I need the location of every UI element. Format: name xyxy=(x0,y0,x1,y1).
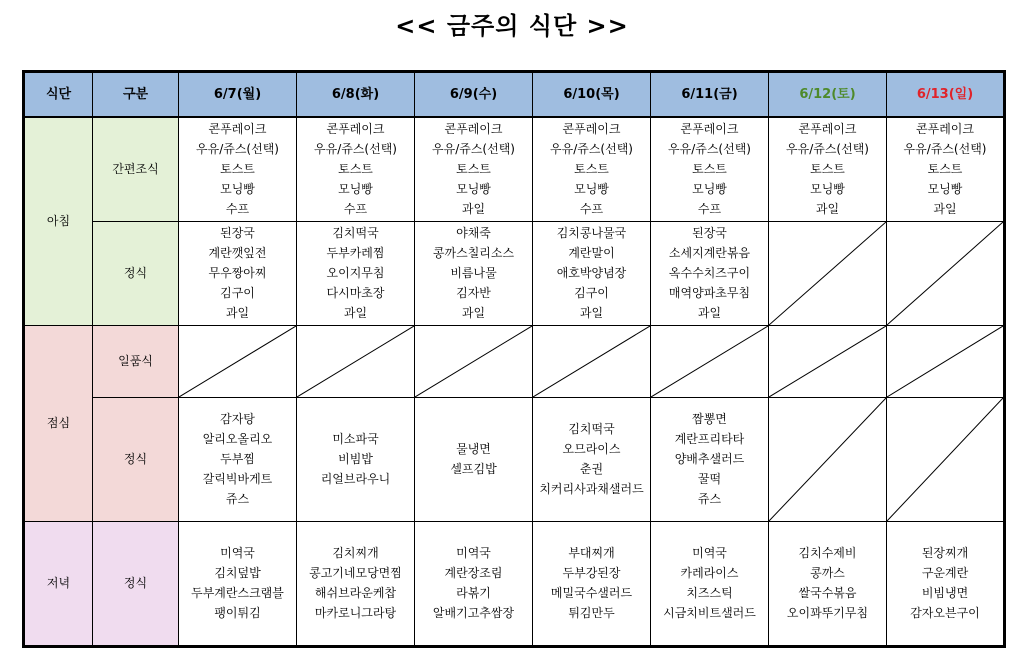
menu-item: 두부찜 xyxy=(220,452,255,466)
menu-item: 김구이 xyxy=(574,286,609,300)
menu-cell-mon xyxy=(179,117,297,221)
menu-item: 팽이튀김 xyxy=(214,606,261,620)
menu-cell-fri xyxy=(651,221,769,325)
menu-item: 수프 xyxy=(697,202,722,217)
menu-cell-tue xyxy=(297,397,415,521)
menu-item: 갈릭빅바게트 xyxy=(202,472,273,486)
menu-item: 김구이 xyxy=(220,286,255,300)
menu-item: 과일 xyxy=(461,202,486,217)
page-title: << 금주의 식단 >> xyxy=(395,12,629,40)
header-day-sun: 6/13(일) xyxy=(887,72,1005,118)
menu-item: 오므라이스 xyxy=(562,442,621,456)
header-meal: 식단 xyxy=(24,72,93,118)
menu-item: 계란말이 xyxy=(568,246,615,260)
menu-item: 두부계란스크램블 xyxy=(191,586,284,600)
no-service-diagonal xyxy=(887,326,1003,397)
menu-item: 두부강된장 xyxy=(562,566,621,580)
menu-item: 계란깻잎전 xyxy=(208,246,267,260)
menu-item: 소세지계란볶음 xyxy=(668,246,751,260)
menu-cell-sat xyxy=(769,221,887,325)
menu-item: 우유/쥬스(선택) xyxy=(314,142,397,157)
menu-item: 알배기고추쌈장 xyxy=(432,606,515,620)
menu-cell-wed xyxy=(415,325,533,397)
dinner-row xyxy=(24,521,1005,646)
menu-item: 모닝빵 xyxy=(220,182,255,197)
menu-item: 된장찌개 xyxy=(921,546,969,560)
menu-item: 토스트 xyxy=(574,162,609,177)
menu-item: 토스트 xyxy=(456,162,491,177)
menu-item: 메밀국수샐러드 xyxy=(550,586,633,600)
no-service-diagonal xyxy=(297,326,414,397)
menu-item: 튀김만두 xyxy=(568,606,615,620)
menu-item: 모닝빵 xyxy=(338,182,373,197)
menu-item: 마카로니그라탕 xyxy=(314,606,397,620)
menu-item: 된장국 xyxy=(692,226,727,240)
menu-item: 쥬스 xyxy=(225,492,250,506)
menu-item: 애호박양념장 xyxy=(556,266,627,280)
breakfast-label: 아침 xyxy=(24,117,93,325)
menu-item: 김치떡국 xyxy=(332,226,379,240)
menu-item: 쌀국수볶음 xyxy=(798,586,857,600)
menu-item: 미역국 xyxy=(692,546,727,560)
meal-type-label: 정식 xyxy=(93,521,179,646)
header-day-fri: 6/11(금) xyxy=(651,72,769,118)
menu-item: 야채죽 xyxy=(456,226,491,240)
menu-item: 콘푸레이크 xyxy=(798,122,857,137)
menu-item: 미소파국 xyxy=(332,432,379,446)
menu-cell-sun xyxy=(887,325,1005,397)
menu-cell-thu xyxy=(533,521,651,646)
menu-cell-tue xyxy=(297,521,415,646)
menu-cell-fri xyxy=(651,521,769,646)
menu-item: 콘푸레이크 xyxy=(444,122,503,137)
menu-item: 카레라이스 xyxy=(680,566,739,580)
header-day-thu: 6/10(목) xyxy=(533,72,651,118)
menu-cell-wed xyxy=(415,521,533,646)
menu-item: 물냉면 xyxy=(456,442,491,456)
menu-item: 우유/쥬스(선택) xyxy=(668,142,751,157)
menu-item: 라볶기 xyxy=(456,586,491,600)
menu-item: 양배추샐러드 xyxy=(674,452,745,466)
menu-item: 치즈스틱 xyxy=(686,586,733,600)
menu-item: 우유/쥬스(선택) xyxy=(196,142,279,157)
menu-cell-mon xyxy=(179,397,297,521)
menu-item: 다시마초장 xyxy=(326,286,385,300)
menu-item: 우유/쥬스(선택) xyxy=(903,142,987,157)
menu-cell-sun xyxy=(887,521,1005,646)
breakfast-row xyxy=(24,117,1005,221)
menu-item: 두부카레찜 xyxy=(326,246,385,260)
menu-cell-sat xyxy=(769,117,887,221)
menu-cell-sat xyxy=(769,521,887,646)
menu-item: 꿀떡 xyxy=(697,472,722,486)
menu-item: 과일 xyxy=(933,202,957,217)
menu-cell-sun xyxy=(887,117,1005,221)
no-service-diagonal xyxy=(651,326,768,397)
menu-item: 우유/쥬스(선택) xyxy=(432,142,515,157)
menu-item: 리얼브라우니 xyxy=(320,472,391,486)
menu-cell-mon xyxy=(179,521,297,646)
meal-type-label: 일품식 xyxy=(93,325,179,397)
menu-item: 짬뽕면 xyxy=(692,412,727,426)
menu-cell-thu xyxy=(533,325,651,397)
menu-item: 토스트 xyxy=(338,162,373,177)
menu-item: 모닝빵 xyxy=(810,182,845,197)
menu-item: 우유/쥬스(선택) xyxy=(550,142,633,157)
menu-item: 모닝빵 xyxy=(927,182,963,197)
meal-type-label: 간편조식 xyxy=(93,117,179,221)
header-row xyxy=(24,72,1005,118)
menu-item: 셀프김밥 xyxy=(450,462,497,476)
menu-item: 비빔냉면 xyxy=(921,586,969,600)
menu-item: 비름나물 xyxy=(450,266,497,280)
menu-item: 치커리사과채샐러드 xyxy=(539,482,644,496)
menu-item: 김치수제비 xyxy=(798,546,857,560)
menu-item: 토스트 xyxy=(220,162,255,177)
no-service-diagonal xyxy=(769,222,886,325)
menu-item: 과일 xyxy=(343,306,368,320)
menu-item: 감자탕 xyxy=(220,412,255,426)
menu-item: 수프 xyxy=(343,202,368,217)
no-service-diagonal xyxy=(179,326,296,397)
menu-item: 과일 xyxy=(461,306,486,320)
menu-cell-thu xyxy=(533,397,651,521)
menu-item: 수프 xyxy=(225,202,250,217)
menu-item: 매역양파초무침 xyxy=(668,286,751,300)
menu-cell-tue xyxy=(297,117,415,221)
menu-item: 김치찌개 xyxy=(332,546,379,560)
menu-item: 과일 xyxy=(225,306,250,320)
menu-cell-sun xyxy=(887,221,1005,325)
header-day-tue: 6/8(화) xyxy=(297,72,415,118)
menu-cell-mon xyxy=(179,221,297,325)
menu-item: 콩까스 xyxy=(810,566,845,580)
header-day-wed: 6/9(수) xyxy=(415,72,533,118)
menu-cell-tue xyxy=(297,221,415,325)
menu-cell-fri xyxy=(651,117,769,221)
menu-item: 토스트 xyxy=(692,162,727,177)
menu-item: 토스트 xyxy=(927,162,963,177)
menu-item: 콘푸레이크 xyxy=(916,122,974,137)
menu-item: 콩까스칠리소스 xyxy=(432,246,515,260)
lunch-row xyxy=(24,325,1005,397)
no-service-diagonal xyxy=(533,326,650,397)
menu-cell-thu xyxy=(533,221,651,325)
menu-item: 춘권 xyxy=(579,462,604,476)
no-service-diagonal xyxy=(769,326,886,397)
menu-cell-fri xyxy=(651,397,769,521)
menu-cell-sun xyxy=(887,397,1005,521)
no-service-diagonal xyxy=(769,398,886,521)
menu-item: 계란프리타타 xyxy=(674,432,745,446)
menu-item: 모닝빵 xyxy=(456,182,491,197)
lunch-row xyxy=(24,397,1005,521)
menu-item: 부대찌개 xyxy=(568,546,615,560)
menu-item: 과일 xyxy=(579,306,604,320)
menu-item: 김치떡국 xyxy=(568,422,615,436)
header-day-mon: 6/7(월) xyxy=(179,72,297,118)
menu-item: 콘푸레이크 xyxy=(680,122,739,137)
menu-cell-wed xyxy=(415,397,533,521)
menu-item: 토스트 xyxy=(810,162,845,177)
no-service-diagonal xyxy=(887,222,1003,325)
menu-item: 수프 xyxy=(579,202,604,217)
menu-cell-tue xyxy=(297,325,415,397)
menu-item: 미역국 xyxy=(456,546,491,560)
menu-item: 무우짱아찌 xyxy=(208,266,267,280)
menu-item: 된장국 xyxy=(220,226,255,240)
menu-item: 옥수수치즈구이 xyxy=(668,266,751,280)
menu-item: 우유/쥬스(선택) xyxy=(786,142,869,157)
menu-item: 콘푸레이크 xyxy=(326,122,385,137)
menu-cell-sat xyxy=(769,397,887,521)
menu-item: 알리오올리오 xyxy=(202,432,273,446)
menu-item: 콘푸레이크 xyxy=(208,122,267,137)
menu-item: 콘푸레이크 xyxy=(562,122,621,137)
menu-item: 과일 xyxy=(697,306,722,320)
menu-item: 오이지무침 xyxy=(326,266,385,280)
menu-cell-mon xyxy=(179,325,297,397)
menu-item: 미역국 xyxy=(220,546,255,560)
menu-item: 김치콩나물국 xyxy=(556,226,627,240)
menu-item: 과일 xyxy=(815,202,840,217)
header-type: 구분 xyxy=(93,72,179,118)
no-service-diagonal xyxy=(415,326,532,397)
lunch-label: 점심 xyxy=(24,325,93,521)
menu-cell-fri xyxy=(651,325,769,397)
weekly-menu-table xyxy=(22,70,1006,648)
menu-cell-sat xyxy=(769,325,887,397)
menu-item: 콩고기네모당면찜 xyxy=(309,566,402,580)
menu-item: 감자오븐구이 xyxy=(910,606,980,620)
menu-cell-wed xyxy=(415,221,533,325)
header-day-sat: 6/12(토) xyxy=(769,72,887,118)
menu-cell-thu xyxy=(533,117,651,221)
menu-item: 김치덮밥 xyxy=(214,566,261,580)
menu-item: 계란장조림 xyxy=(444,566,503,580)
dinner-label: 저녁 xyxy=(24,521,93,646)
meal-type-label: 정식 xyxy=(93,397,179,521)
menu-item: 모닝빵 xyxy=(574,182,609,197)
meal-type-label: 정식 xyxy=(93,221,179,325)
no-service-diagonal xyxy=(887,398,1003,521)
menu-item: 김자반 xyxy=(456,286,491,300)
menu-cell-wed xyxy=(415,117,533,221)
menu-item: 오이꽈뚜기무침 xyxy=(786,606,869,620)
breakfast-row xyxy=(24,221,1005,325)
menu-item: 모닝빵 xyxy=(692,182,727,197)
menu-item: 시금치비트샐러드 xyxy=(663,606,756,620)
menu-item: 쥬스 xyxy=(697,492,722,506)
menu-item: 해쉬브라운케찹 xyxy=(314,586,397,600)
menu-item: 구운계란 xyxy=(921,566,969,580)
menu-item: 비빔밥 xyxy=(338,452,373,466)
